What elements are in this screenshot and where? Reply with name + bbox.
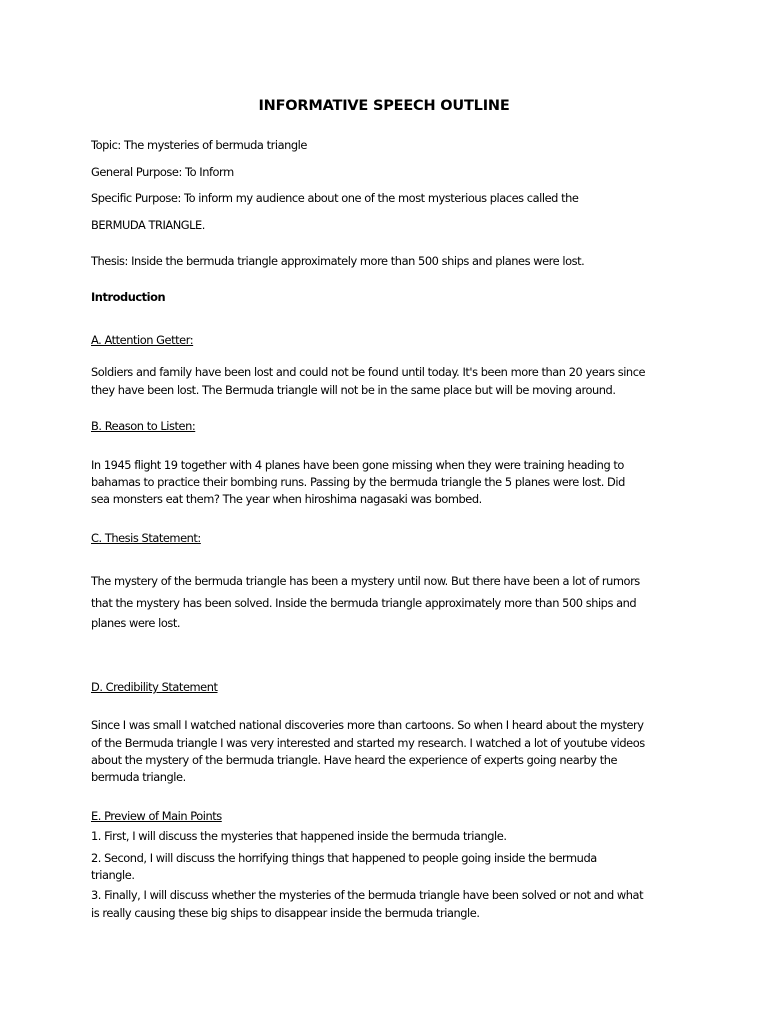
thesis-statement-line-1: The mystery of the bermuda triangle has been a mystery until now. But there have been a lot of rumors	[91, 574, 640, 588]
reason-to-listen-line-1: In 1945 flight 19 together with 4 planes have been gone missing when they were training heading to	[91, 458, 624, 472]
credibility-statement-line-3: about the mystery of the bermuda triangle. Have heard the experience of experts going nearby the	[91, 753, 618, 767]
attention-getter-line-2: they have been lost. The Bermuda triangle will not be in the same place but will be moving around.	[91, 383, 616, 397]
preview-line-4: 3. Finally, I will discuss whether the mysteries of the bermuda triangle have been solved or not and what	[91, 888, 644, 902]
preview-line-1: 1. First, I will discuss the mysteries that happened inside the bermuda triangle.	[91, 829, 507, 843]
topic-line: Topic: The mysteries of bermuda triangle	[91, 138, 307, 152]
reason-to-listen-line-2: bahamas to practice their bombing runs. Passing by the bermuda triangle the 5 planes were lost. Did	[91, 475, 625, 489]
attention-getter-line-1: Soldiers and family have been lost and could not be found until today. It's been more than 20 years since	[91, 365, 646, 379]
specific-purpose-line-2: BERMUDA TRIANGLE.	[91, 218, 205, 232]
reason-to-listen-line-3: sea monsters eat them? The year when hiroshima nagasaki was bombed.	[91, 492, 482, 506]
thesis-statement-heading: C. Thesis Statement:	[91, 531, 201, 545]
general-purpose-line: General Purpose: To Inform	[91, 165, 234, 179]
specific-purpose-line-1: Specific Purpose: To inform my audience about one of the most mysterious places called the	[91, 191, 579, 205]
preview-heading: E. Preview of Main Points	[91, 809, 222, 823]
preview-line-2: 2. Second, I will discuss the horrifying things that happened to people going inside the bermuda	[91, 851, 597, 865]
thesis-statement-line-3: planes were lost.	[91, 616, 181, 630]
reason-to-listen-heading: B. Reason to Listen:	[91, 419, 196, 433]
thesis-line: Thesis: Inside the bermuda triangle approximately more than 500 ships and planes were lost.	[91, 254, 585, 268]
thesis-statement-line-2: that the mystery has been solved. Inside the bermuda triangle approximately more than 500 ships and	[91, 596, 637, 610]
credibility-statement-line-2: of the Bermuda triangle I was very interested and started my research. I watched a lot of youtube videos	[91, 736, 645, 750]
preview-line-3: triangle.	[91, 868, 135, 882]
credibility-statement-line-4: bermuda triangle.	[91, 770, 186, 784]
attention-getter-heading: A. Attention Getter:	[91, 333, 194, 347]
credibility-statement-heading: D. Credibility Statement	[91, 680, 218, 694]
document-title: INFORMATIVE SPEECH OUTLINE	[258, 98, 510, 114]
credibility-statement-line-1: Since I was small I watched national discoveries more than cartoons. So when I heard about the mystery	[91, 718, 644, 732]
preview-line-5: is really causing these big ships to disappear inside the bermuda triangle.	[91, 906, 480, 920]
introduction-heading: Introduction	[91, 290, 166, 304]
